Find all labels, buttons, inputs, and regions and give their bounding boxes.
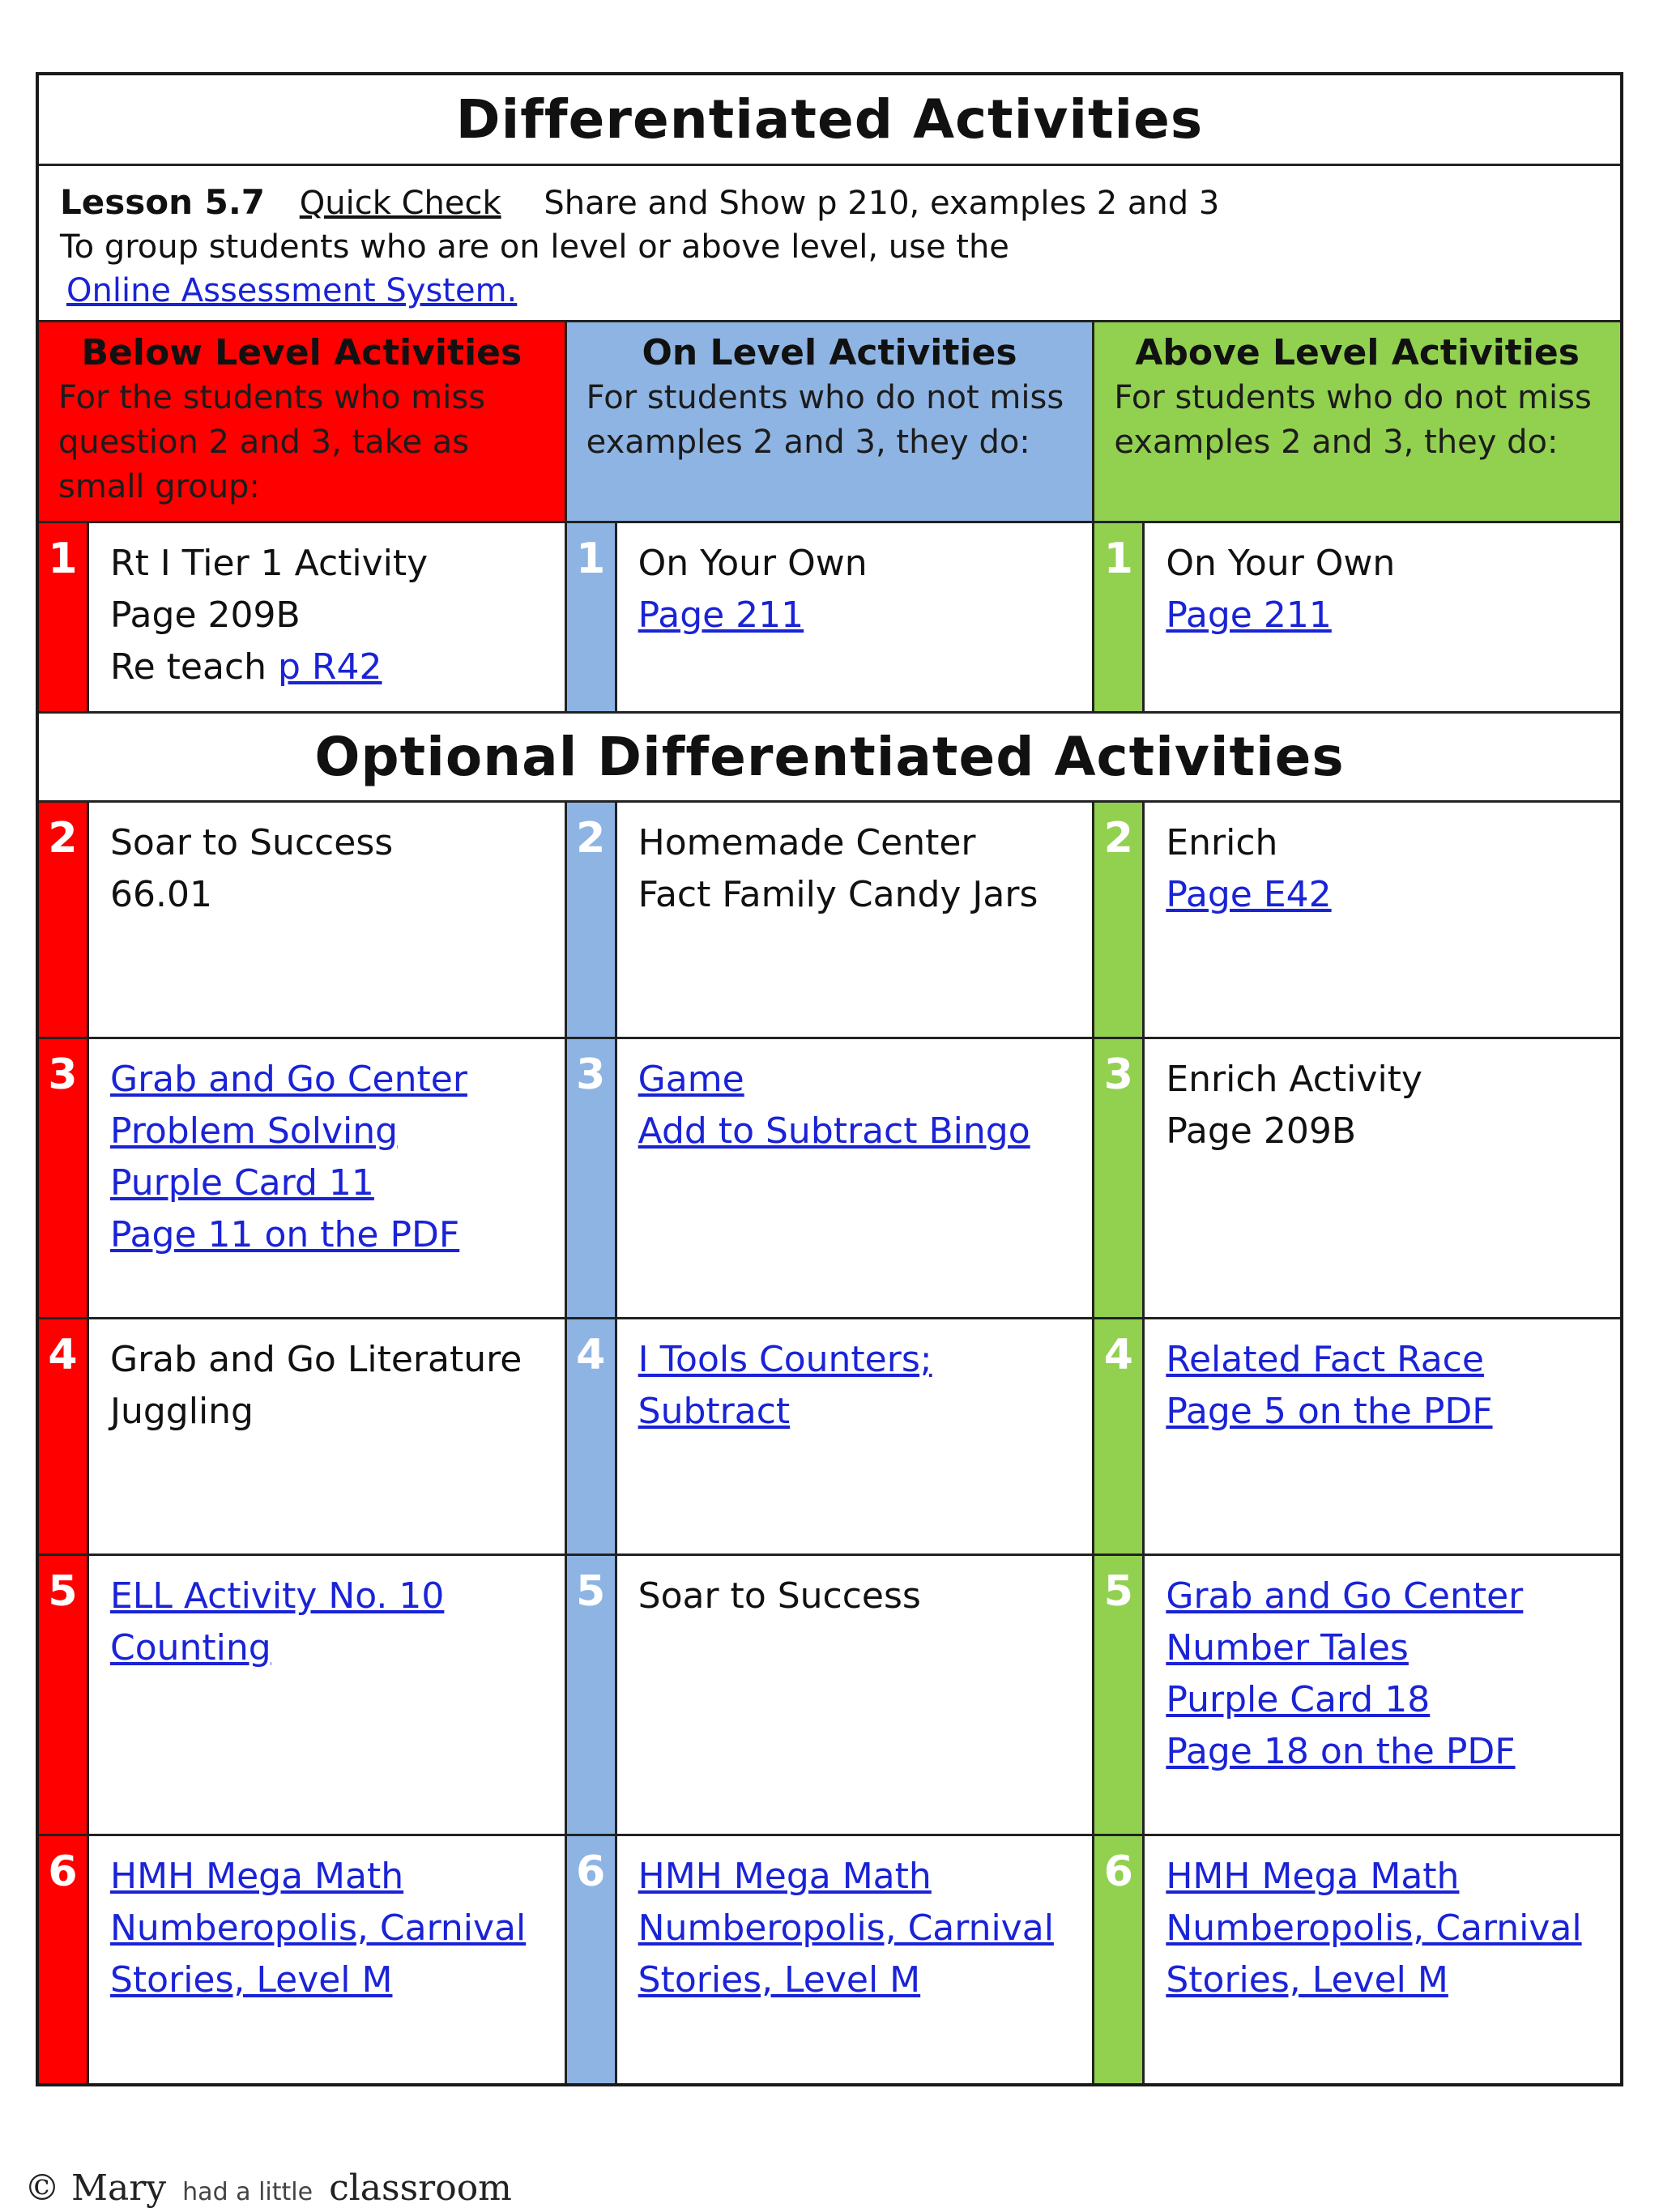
above-cell-2 <box>1094 803 1620 1037</box>
online-assessment-link[interactable]: Online Assessment System. <box>66 272 518 309</box>
activity-link[interactable]: Page E42 <box>1166 874 1332 915</box>
share-show-text: Share and Show p 210, examples 2 and 3 <box>544 185 1220 222</box>
on-cell-4 <box>567 1319 1095 1554</box>
row-number: 4 <box>1094 1319 1145 1554</box>
below-cell-5 <box>39 1556 567 1834</box>
activity-line: Page 209B <box>110 595 301 636</box>
row-number: 6 <box>1094 1836 1145 2083</box>
activity-link[interactable]: Counting <box>110 1627 271 1669</box>
activity-line: Rt I Tier 1 Activity <box>110 543 429 584</box>
activity-row-2 <box>39 803 1620 1039</box>
activity-link[interactable]: Related Fact Race <box>1166 1339 1484 1380</box>
activity-link[interactable]: Stories, Level M <box>638 1959 921 2001</box>
activity-row-5 <box>39 1556 1620 1836</box>
activity-link[interactable]: Numberopolis, Carnival <box>638 1907 1054 1949</box>
activity-line: Juggling <box>110 1391 254 1432</box>
row-number: 2 <box>39 803 89 1037</box>
above-cell-5 <box>1094 1556 1620 1834</box>
row-number: 5 <box>39 1556 89 1834</box>
activity-line: 66.01 <box>110 874 212 915</box>
below-cell-4 <box>39 1319 567 1554</box>
below-level-desc: For the students who miss question 2 and 3, take as small group: <box>58 379 486 505</box>
row-number: 3 <box>39 1039 89 1317</box>
activity-link[interactable]: Numberopolis, Carnival <box>110 1907 527 1949</box>
on-cell-3 <box>567 1039 1095 1317</box>
below-cell-2 <box>39 803 567 1037</box>
activity-link[interactable]: Stories, Level M <box>1166 1959 1448 2001</box>
activity-link[interactable]: Numberopolis, Carnival <box>1166 1907 1582 1949</box>
activity-line: Homemade Center <box>638 822 976 863</box>
above-cell-1 <box>1094 523 1620 711</box>
activity-link[interactable]: Subtract <box>638 1391 791 1432</box>
on-cell-1 <box>567 523 1095 711</box>
on-cell-2 <box>567 803 1095 1037</box>
page-title: Differentiated Activities <box>39 75 1620 166</box>
row-number: 1 <box>39 523 89 711</box>
activity-row-4 <box>39 1319 1620 1556</box>
row-number: 4 <box>567 1319 617 1554</box>
lesson-label: Lesson 5.7 <box>60 182 266 222</box>
activity-link[interactable]: Page 11 on the PDF <box>110 1214 460 1255</box>
above-level-header <box>1094 322 1620 521</box>
activity-line: Re teach <box>110 646 279 688</box>
activity-line: Soar to Success <box>638 1575 921 1617</box>
row-number: 3 <box>1094 1039 1145 1317</box>
above-level-desc: For students who do not miss examples 2 and 3, they do: <box>1114 379 1592 461</box>
activity-link[interactable]: Stories, Level M <box>110 1959 393 2001</box>
brand-small-text: had a little <box>182 2178 313 2206</box>
copyright-text: © Mary <box>24 2167 167 2209</box>
activity-row-1 <box>39 523 1620 714</box>
below-cell-3 <box>39 1039 567 1317</box>
below-cell-1 <box>39 523 567 711</box>
activity-line: Grab and Go Literature <box>110 1339 522 1380</box>
row-number: 5 <box>567 1556 617 1834</box>
activity-link[interactable]: I Tools Counters; <box>638 1339 932 1380</box>
activity-link[interactable]: Grab and Go Center <box>1166 1575 1524 1617</box>
level-headers <box>39 322 1620 523</box>
on-level-header <box>567 322 1095 521</box>
above-level-title: Above Level Activities <box>1135 332 1580 373</box>
above-cell-6 <box>1094 1836 1620 2083</box>
below-level-header <box>39 322 567 521</box>
activity-link[interactable]: Page 5 on the PDF <box>1166 1391 1493 1432</box>
row-number: 2 <box>567 803 617 1037</box>
row-number: 2 <box>1094 803 1145 1037</box>
activity-row-3 <box>39 1039 1620 1319</box>
activity-line: Enrich Activity <box>1166 1059 1422 1100</box>
below-cell-6 <box>39 1836 567 2083</box>
reteach-link[interactable]: p R42 <box>278 646 382 688</box>
activity-link[interactable]: ELL Activity No. 10 <box>110 1575 445 1617</box>
activity-line: Enrich <box>1166 822 1278 863</box>
activity-link[interactable]: Purple Card 11 <box>110 1162 374 1204</box>
activity-link[interactable]: Page 18 on the PDF <box>1166 1731 1516 1772</box>
activities-sheet <box>36 72 1623 2086</box>
activity-row-6 <box>39 1836 1620 2083</box>
activity-link[interactable]: HMH Mega Math <box>1166 1856 1460 1897</box>
intro-line-2: To group students who are on level or above level, use the <box>60 228 1009 266</box>
activity-link[interactable]: HMH Mega Math <box>110 1856 404 1897</box>
row-number: 1 <box>567 523 617 711</box>
on-cell-5 <box>567 1556 1095 1834</box>
on-level-title: On Level Activities <box>642 332 1017 373</box>
row-number: 6 <box>567 1836 617 2083</box>
activity-link[interactable]: Game <box>638 1059 744 1100</box>
intro-section <box>39 166 1620 322</box>
activity-link[interactable]: Purple Card 18 <box>1166 1679 1431 1720</box>
activity-link[interactable]: Page 211 <box>1166 595 1332 636</box>
activity-line: Fact Family Candy Jars <box>638 874 1038 915</box>
quick-check-label: Quick Check <box>299 185 501 222</box>
activity-link[interactable]: Grab and Go Center <box>110 1059 467 1100</box>
activity-link[interactable]: Problem Solving <box>110 1110 399 1152</box>
brand-tail-text: classroom <box>329 2167 512 2209</box>
activity-line: On Your Own <box>638 543 868 584</box>
activity-link[interactable]: Add to Subtract Bingo <box>638 1110 1030 1152</box>
activity-line: On Your Own <box>1166 543 1396 584</box>
row-number: 5 <box>1094 1556 1145 1834</box>
row-number: 4 <box>39 1319 89 1554</box>
activity-link[interactable]: Number Tales <box>1166 1627 1409 1669</box>
row-number: 1 <box>1094 523 1145 711</box>
above-cell-4 <box>1094 1319 1620 1554</box>
row-number: 6 <box>39 1836 89 2083</box>
activity-line: Page 209B <box>1166 1110 1357 1152</box>
on-cell-6 <box>567 1836 1095 2083</box>
optional-title: Optional Differentiated Activities <box>39 714 1620 803</box>
row-number: 3 <box>567 1039 617 1317</box>
activity-line: Soar to Success <box>110 822 394 863</box>
below-level-title: Below Level Activities <box>81 332 522 373</box>
copyright-footer <box>24 2167 512 2209</box>
activity-link[interactable]: Page 211 <box>638 595 804 636</box>
on-level-desc: For students who do not miss examples 2 and 3, they do: <box>586 379 1064 461</box>
above-cell-3 <box>1094 1039 1620 1317</box>
activity-link[interactable]: HMH Mega Math <box>638 1856 932 1897</box>
